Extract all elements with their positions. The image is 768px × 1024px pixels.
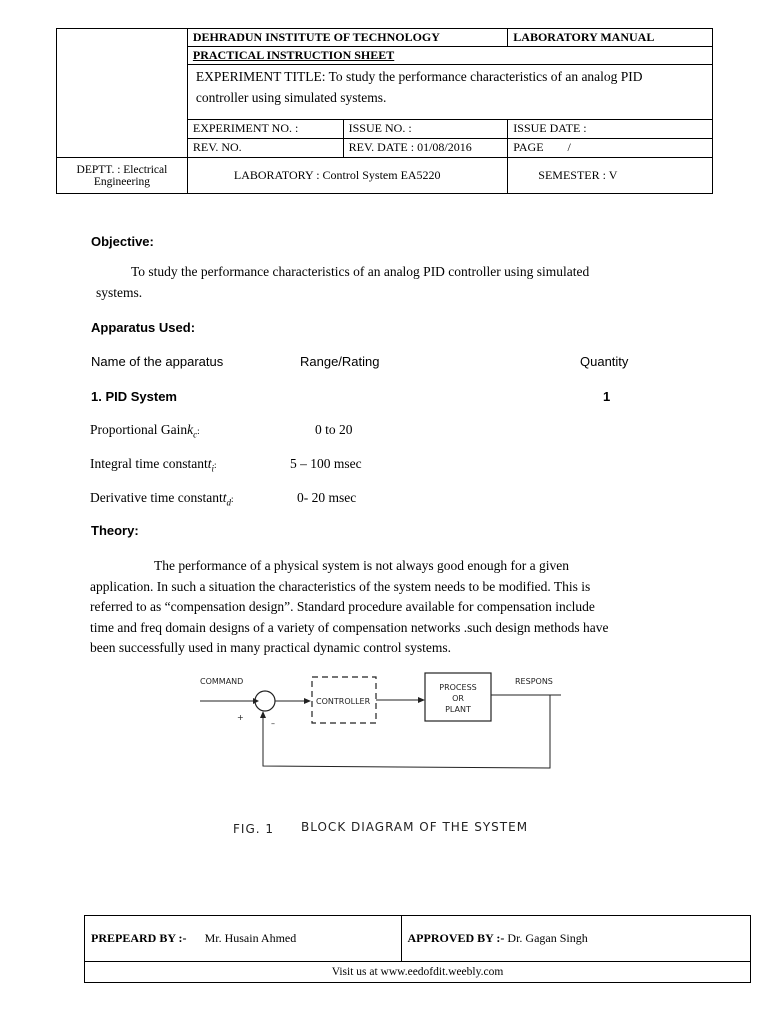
derivative-range: 0- 20 msec [297,490,357,505]
prepared-cell [85,916,402,962]
process-label-1: PROCESS [439,683,477,692]
issue-no: ISSUE NO. : [343,120,508,139]
page-number: PAGE / [508,139,713,158]
experiment-title: EXPERIMENT TITLE: To study the performance characteristics of an analog PID controller using simulated systems. [187,65,712,120]
laboratory: LABORATORY : Control System EA5220 [187,158,507,194]
footer-table [84,915,751,983]
experiment-no: EXPERIMENT NO. : [187,120,343,139]
theory-line-4: time and freq domain designs of a variety of compensation networks .such design methods have [90,619,609,635]
gain-row: Proportional Gaink$_c$: [90,422,200,440]
process-label-2: OR [452,694,464,703]
derivative-subscript: d [226,497,231,508]
prepared-label: PREPEARD BY :- [91,931,187,945]
integral-symbol: t [207,456,212,471]
issue-date: ISSUE DATE : [508,120,713,139]
block-diagram [195,668,565,848]
col-range-header: Range/Rating [300,354,380,369]
integral-label: Integral time constant [90,456,208,471]
theory-paragraph [90,556,680,659]
rev-date: REV. DATE : 01/08/2016 [343,139,508,158]
col-name-header: Name of the apparatus [91,354,224,369]
feedback-path [263,695,550,768]
derivative-label: Derivative time constant [90,490,223,505]
rev-no: REV. NO. [187,139,343,158]
approved-label: APPROVED BY :- [407,931,505,945]
apparatus-heading: Apparatus Used: [91,320,196,335]
institute-name: DEHRADUN INSTITUTE OF TECHNOLOGY [187,29,507,47]
derivative-symbol: t [222,490,227,505]
integral-range: 5 – 100 msec [290,456,362,471]
apparatus-item-qty: 1 [603,389,611,404]
integral-subscript: i [211,463,214,474]
response-label: RESPONS [515,677,553,686]
objective-line-2: systems. [96,285,143,300]
process-label-3: PLANT [445,705,471,714]
col-quantity-header: Quantity [580,354,629,369]
feedback-arrowhead [260,711,266,718]
command-arrowhead [253,698,259,704]
theory-line-2: application. In such a situation the characteristics of the system needs to be modified. This is [90,578,591,594]
apparatus-item-name: 1. PID System [91,389,177,404]
integral-row: Integral time constantt$_i$: [90,456,217,474]
gain-label: Proportional Gain [90,422,188,437]
approved-name: Dr. Gagan Singh [504,931,588,945]
controller-label: CONTROLLER [316,697,371,706]
objective-heading: Objective: [91,234,154,249]
theory-line-5: been successfully used in many practical dynamic control systems. [90,640,452,655]
figure-caption: BLOCK DIAGRAM OF THE SYSTEM [301,820,529,834]
plus-sign: + [237,713,244,722]
error-arrowhead [304,698,311,704]
approved-cell [401,916,750,962]
gain-subscript: c [193,429,198,440]
control-arrowhead [418,697,425,703]
gain-symbol: k [187,422,194,437]
prepared-name: Mr. Husain Ahmed [204,931,297,945]
figure-number: FIG. 1 [233,822,275,836]
header-table [56,28,713,194]
gain-range: 0 to 20 [315,422,353,437]
manual-label: LABORATORY MANUAL [508,29,713,47]
command-label: COMMAND [200,677,244,686]
department: DEPTT. : Electrical Engineering [57,158,188,194]
theory-line-3: referred to as “compensation design”. Standard procedure available for compensation include [90,599,595,614]
semester: SEMESTER : V [508,158,713,194]
minus-sign: – [271,719,275,728]
objective-line-1: To study the performance characteristics of an analog PID controller using simulated [131,264,590,279]
theory-line-1: The performance of a physical system is not always good enough for a given [154,558,570,573]
theory-heading: Theory: [91,523,139,538]
sheet-title: PRACTICAL INSTRUCTION SHEET [187,47,712,65]
website: Visit us at www.eedofdit.weebly.com [85,962,751,983]
logo-cell [57,29,188,158]
derivative-row: Derivative time constantt$_d$: [90,490,234,508]
